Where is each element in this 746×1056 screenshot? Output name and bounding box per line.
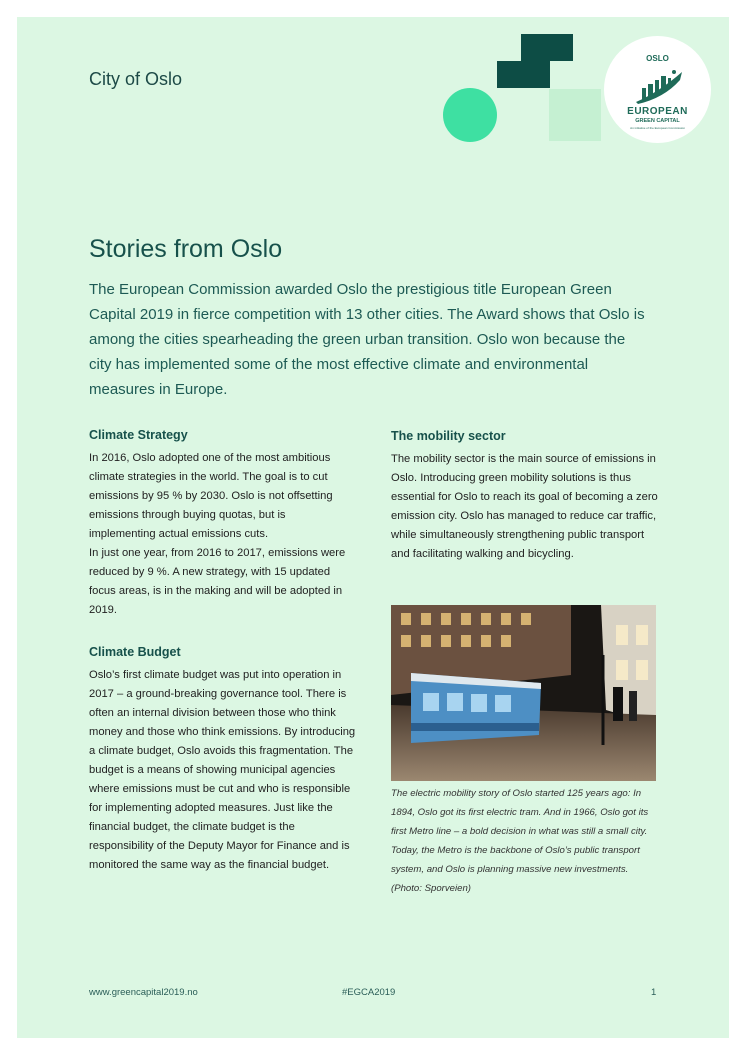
page: [17, 17, 729, 1038]
organization-name: City of Oslo: [89, 69, 183, 89]
climate-strategy-paragraph-1: In 2016, Oslo adopted one of the most ambitious climate strategies in the world. The goal is to cut emissions by 95 % by 2030. Oslo is not offsetting emissions through buying quotas, but is implementing actual emissions cuts.: [89, 452, 333, 540]
lead-paragraph: The European Commission awarded Oslo the prestigious title European Green Capital 2019 in fierce competition with 13 other cities. The Award shows that Oslo is among the cities spearheading the green urban transition. Oslo won because the city has implemented some of the most effective climate and environmental measures in Europe.: [89, 281, 645, 398]
logo-small: An initiative of the European Commission: [630, 126, 685, 130]
tram-photo-illustration: [391, 605, 656, 781]
mint-circle: [443, 88, 497, 142]
mobility-heading: The mobility sector: [391, 429, 506, 443]
climate-strategy-paragraph-2: In just one year, from 2016 to 2017, emissions were reduced by 9 %. A new strategy, with 15 updated focus areas, is in the making and will be adopted in 2019.: [89, 547, 346, 616]
logo-line1: EUROPEAN: [627, 106, 688, 117]
mobility-paragraph: The mobility sector is the main source of emissions in Oslo. Introducing green mobility solutions is thus essential for Oslo to reach its goal of becoming a zero emission city. Oslo has managed to reduce car traffic, while simultaneously strengthening public transport and facilitating walking and bicycling.: [391, 453, 658, 560]
climate-strategy-heading: Climate Strategy: [89, 428, 188, 442]
tram-photo: [391, 605, 656, 781]
page-title: Stories from Oslo: [89, 235, 283, 263]
dark-green-block-left: [497, 61, 550, 88]
logo-line2: GREEN CAPITAL: [635, 118, 680, 124]
logo-city: OSLO: [646, 54, 669, 63]
footer-website[interactable]: www.greencapital2019.no: [89, 987, 198, 998]
photo-caption: The electric mobility story of Oslo started 125 years ago: In 1894, Oslo got its first electric tram. And in 1966, Oslo got its first Metro line – a bold decision in what was still a small city. Today, the Metro is the backbone of Oslo’s public transport system, and Oslo is planning massive new investments. (Photo: Sporveien): [391, 788, 649, 894]
footer-hashtag: #EGCA2019: [342, 987, 396, 998]
climate-budget-heading: Climate Budget: [89, 645, 181, 659]
footer-page-number: 1: [651, 987, 657, 998]
decorative-shapes: [442, 34, 612, 144]
pale-green-block: [549, 89, 601, 141]
climate-budget-paragraph: Oslo’s first climate budget was put into operation in 2017 – a ground-breaking governance tool. There is often an internal division between those who think money and those who think emissions. By introducing a climate budget, Oslo avoids this fragmentation. The budget is a means of showing municipal agencies where emissions must be cut and who is responsible for implementing adopted measures. Just like the financial budget, the climate budget is the responsibility of the Deputy Mayor for Finance and is monitored the same way as the financial budget.: [89, 669, 356, 871]
dark-green-block-top: [521, 34, 573, 61]
logo-skyline-icon: [634, 66, 684, 106]
european-green-capital-logo: [604, 36, 711, 143]
